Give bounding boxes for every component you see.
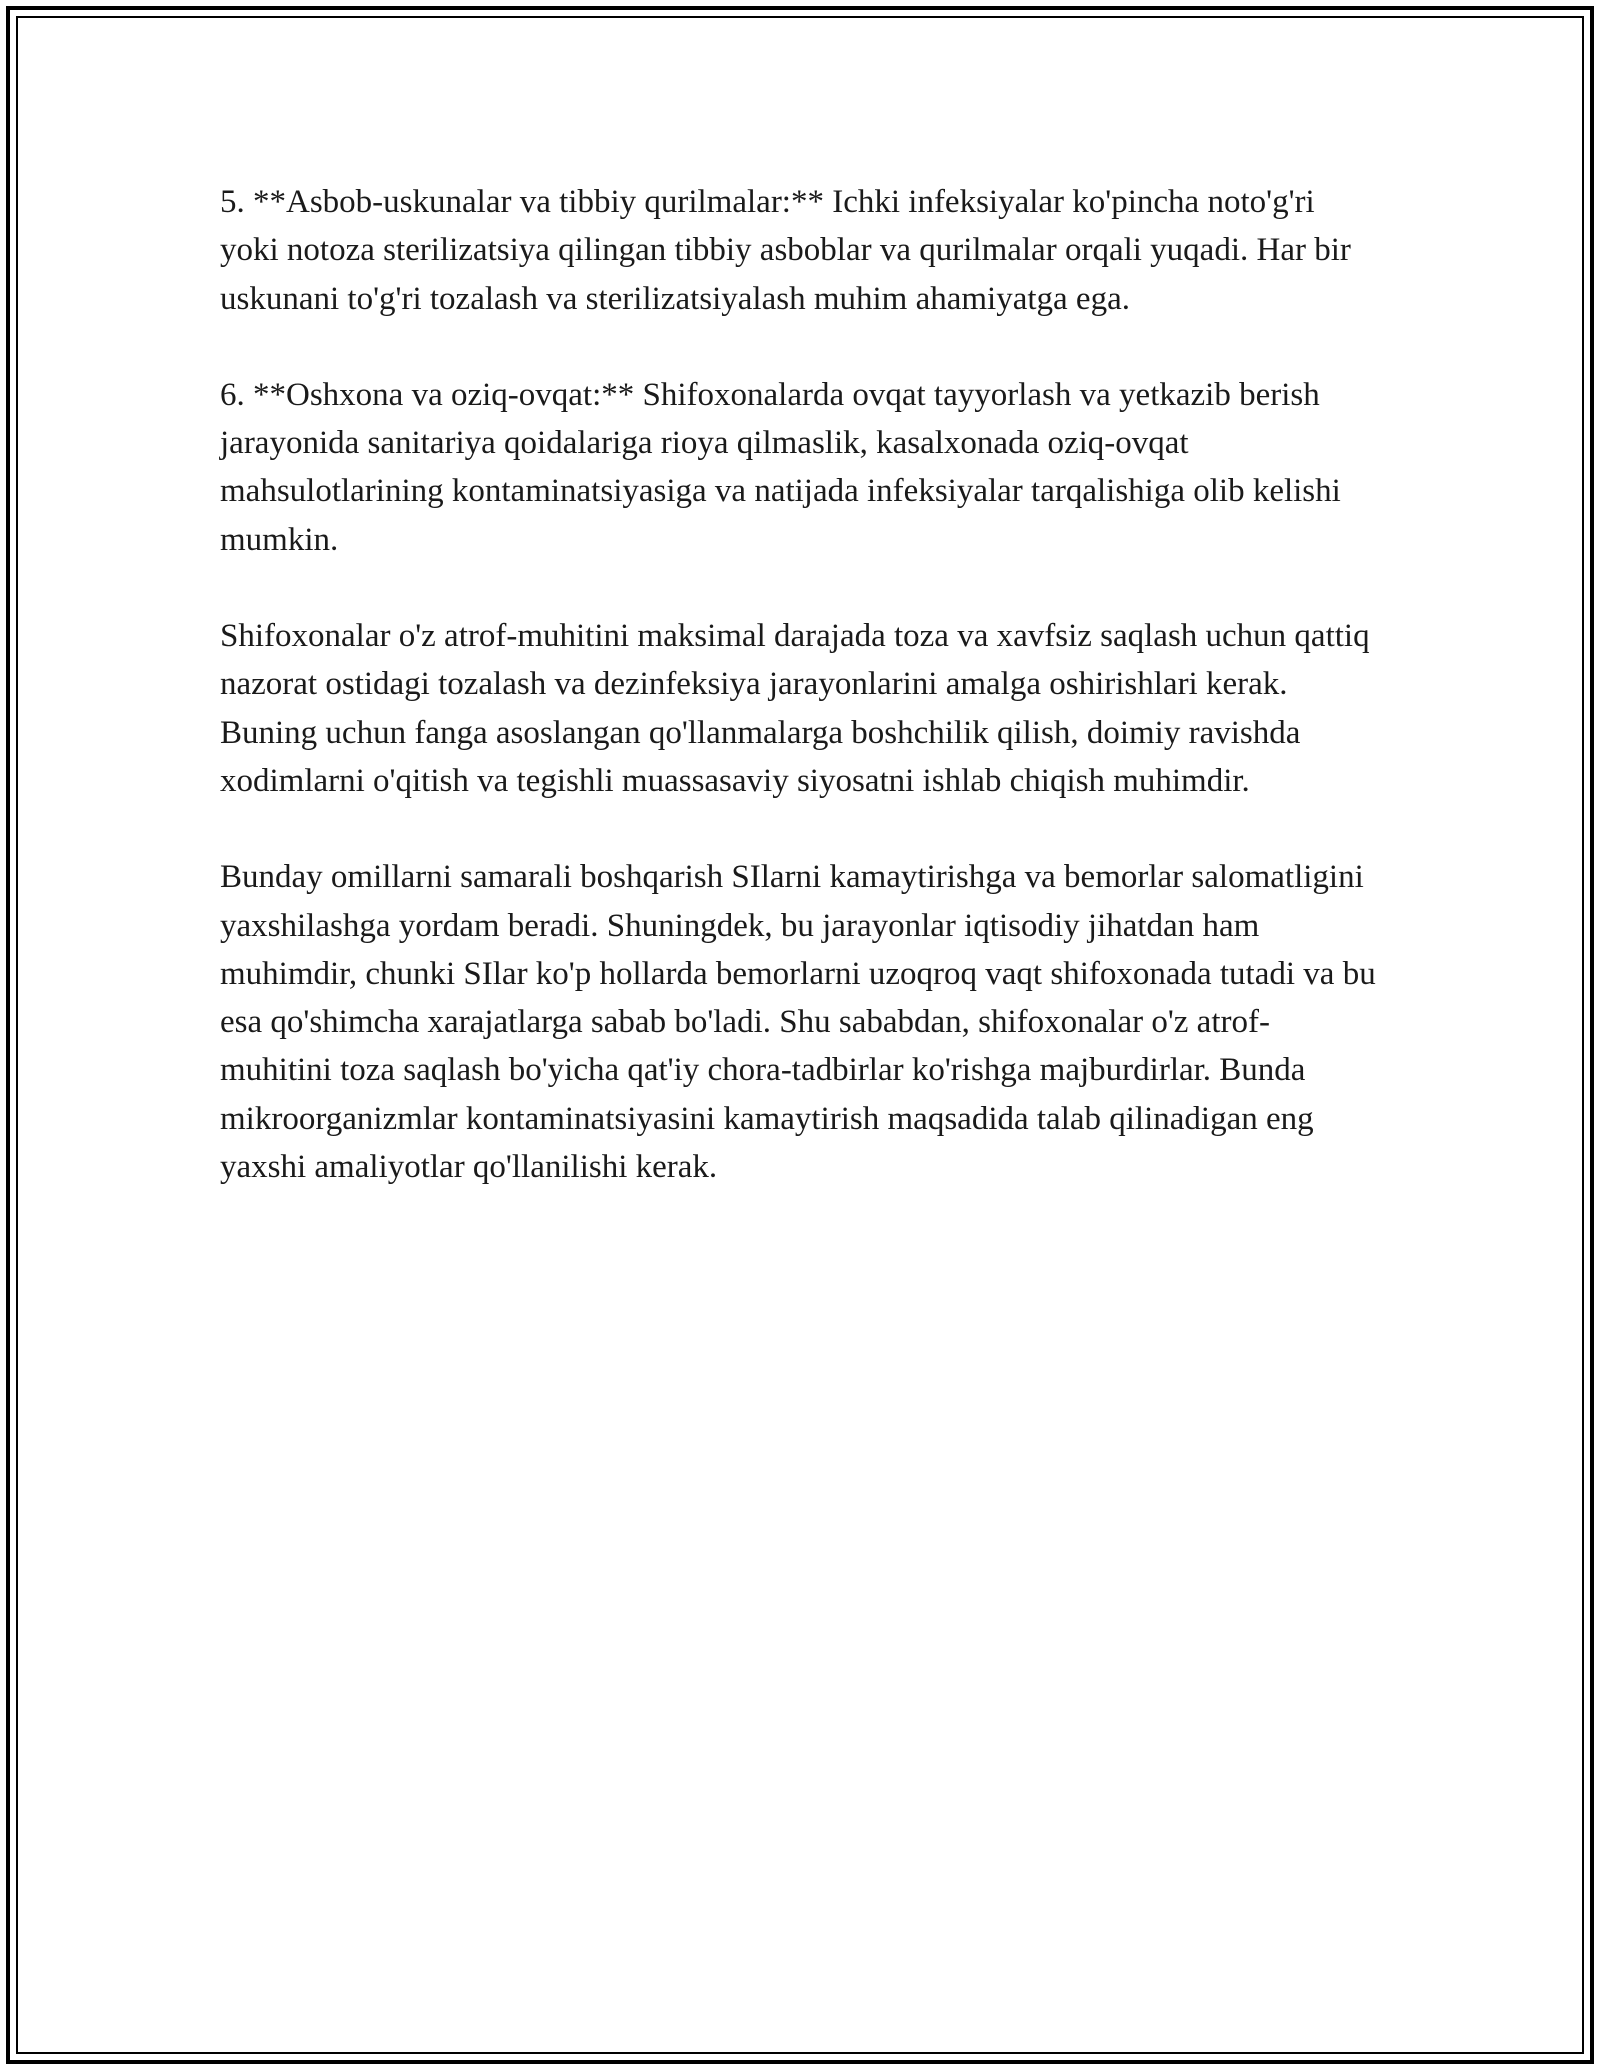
paragraph-cleaning-control: Shifoxonalar o'z atrof-muhitini maksimal darajada toza va xavfsiz saqlash uchun qattiq nazorat ostidagi tozalash va dezinfeksiya jarayonlarini amalga oshirishlari kerak. Buning uchun fanga asoslangan qo'llanmalarga boshchilik qilish, doimiy ravishda xodimlarni o'qitish va tegishli muassasaviy siyosatni ishlab chiqish muhimdir.: [220, 618, 1370, 799]
paragraph-equipment: 5. **Asbob-uskunalar va tibbiy qurilmalar:** Ichki infeksiyalar ko'pincha noto'g'ri yoki notoza sterilizatsiya qilingan tibbiy asboblar va qurilmalar orqali yuqadi. Har bir uskunani to'g'ri tozalash va sterilizatsiyalash muhim ahamiyatga ega.: [220, 184, 1351, 317]
document-body: [220, 178, 1380, 1239]
paragraph-kitchen-food: 6. **Oshxona va oziq-ovqat:** Shifoxonalarda ovqat tayyorlash va yetkazib berish jarayonida sanitariya qoidalariga rioya qilmaslik, kasalxonada oziq-ovqat mahsulotlarining kontaminatsiyasiga va natijada infeksiyalar tarqalishiga olib kelishi mumkin.: [220, 376, 1341, 558]
paragraph-conclusion: Bunday omillarni samarali boshqarish SIlarni kamaytirishga va bemorlar salomatligini yaxshilashga yordam beradi. Shuningdek, bu jarayonlar iqtisodiy jihatdan ham muhimdir, chunki SIlar ko'p hollarda bemorlarni uzoqroq vaqt shifoxonada tutadi va bu esa qo'shimcha xarajatlarga sabab bo'ladi. Shu sababdan, shifoxonalar o'z atrof-muhitini toza saqlash bo'yicha qat'iy chora-tadbirlar ko'rishga majburdirlar. Bunda mikroorganizmlar kontaminatsiyasini kamaytirish maqsadida talab qilinadigan eng yaxshi amaliyotlar qo'llanilishi kerak.: [220, 859, 1376, 1186]
